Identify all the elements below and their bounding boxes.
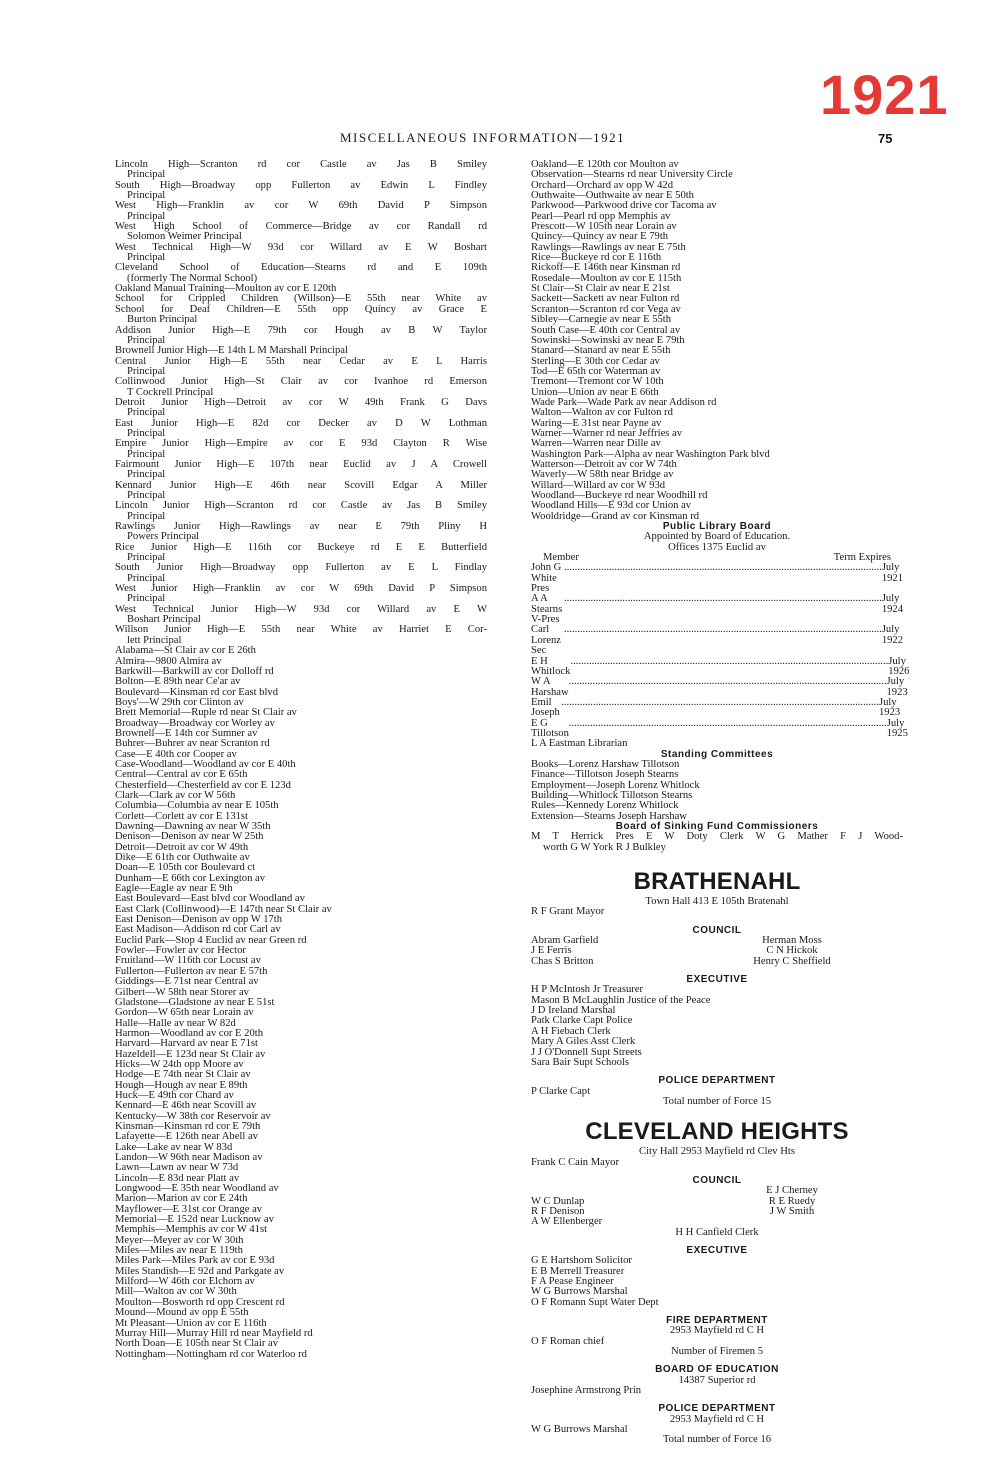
section-heading: EXECUTIVE — [686, 1244, 748, 1256]
executive-entry: F A Pease Engineer — [531, 1276, 614, 1287]
council-member: Chas S Britton — [531, 955, 594, 967]
directory-entry: West High School of Commerce—Bridge av cor Randall rd — [115, 221, 487, 233]
council-member: R E Ruedy — [768, 1195, 816, 1207]
section-heading: COUNCIL — [692, 924, 742, 936]
directory-entry: Longwood—E 35th near Woodland av — [115, 1183, 279, 1195]
leader-dots: ........................................................................................................................ — [564, 562, 882, 574]
directory-entry: Dawning—Dawning av near W 35th — [115, 821, 271, 832]
directory-entry: Warner—Warner rd near Jeffries av — [531, 427, 683, 439]
directory-entry: Stanard—Stanard av near E 55th — [531, 345, 671, 357]
town-hall-address: Town Hall 413 E 105th Bratenahl — [645, 896, 789, 908]
council-list — [531, 936, 903, 967]
leader-dots: ........................................................................................................................ — [561, 696, 879, 708]
directory-entry: Murray Hill—Murray Hill rd near Mayfield rd — [115, 1327, 313, 1339]
directory-entry: East Madison—Addison rd cor Carl av — [115, 924, 281, 936]
directory-entry: School for Deaf Children—E 55th opp Quincy av Grace E — [115, 303, 487, 315]
directory-entry: Lincoln—E 83d near Platt av — [115, 1172, 240, 1184]
librarian: L A Eastman Librarian — [531, 738, 628, 750]
directory-entry: Columbia—Columbia av near E 105th — [115, 800, 279, 812]
directory-entry: (formerly The Normal School) — [127, 272, 258, 284]
directory-entry: Miles—Miles av near E 119th — [115, 1245, 243, 1257]
directory-entry: Lincoln Junior High—Scranton rd cor Castle av Jas B Smiley — [115, 500, 487, 512]
term-expires: July 1922 — [881, 624, 903, 646]
directory-entry: Giddings—E 71st near Central av — [115, 976, 259, 988]
right-column — [531, 159, 910, 1446]
directory-entry: Oakland Manual Training—Moulton av cor E 120th — [115, 283, 337, 295]
municipality-title: CLEVELAND HEIGHTS — [585, 1118, 849, 1146]
directory-entry: Tremont—Tremont cor W 10th — [531, 376, 664, 388]
committee-entry: Extension—Stearns Joseph Harshaw — [531, 810, 687, 822]
executive-list — [531, 985, 903, 1068]
section-heading: POLICE DEPARTMENT — [658, 1075, 776, 1087]
directory-entry: Detroit—Detroit av cor W 49th — [115, 841, 249, 853]
member-row — [531, 625, 903, 656]
directory-entry: Pearl—Pearl rd opp Memphis av — [531, 210, 671, 222]
directory-entry: Halle—Halle av near W 82d — [115, 1017, 236, 1029]
municipality-title: BRATHENAHL — [633, 868, 801, 896]
commissioners-line: worth G W York R J Bulkley — [543, 841, 666, 853]
leader-dots: ........................................................................................................................ — [568, 676, 887, 688]
directory-entry: Wooldridge—Grand av cor Kinsman rd — [531, 510, 700, 522]
directory-entry: Fowler—Fowler av cor Hector — [115, 945, 246, 957]
section-heading: EXECUTIVE — [686, 974, 748, 986]
directory-entry: Dike—E 61th cor Outhwaite av — [115, 852, 250, 864]
directory-entry: West Junior High—Franklin av cor W 69th David P Simpson — [115, 583, 487, 595]
offices-address: Offices 1375 Euclid av — [668, 541, 766, 553]
directory-entry: Rice Junior High—E 116th cor Buckeye rd E E Butterfield — [115, 541, 487, 553]
leader-dots: ........................................................................................................................ — [570, 655, 889, 667]
directory-entry: East Denison—Denison av opp W 17th — [115, 914, 283, 926]
directory-entry: Rawlings—Rawlings av near E 75th — [531, 241, 686, 253]
section-heading: POLICE DEPARTMENT — [658, 1403, 776, 1415]
executive-entry: O F Romann Supt Water Dept — [531, 1296, 659, 1308]
directory-entry: Burton Principal — [127, 314, 198, 326]
directory-entry: Principal — [127, 365, 166, 377]
term-column-label: Term Expires — [833, 552, 891, 564]
police-marshal: W G Burrows Marshal — [531, 1424, 628, 1436]
directory-entry: Waverly—W 58th near Bridge av — [531, 469, 674, 481]
directory-entry: Cleveland School of Education—Stearns rd and E 109th — [115, 262, 487, 274]
directory-entry: Fullerton—Fullerton av near E 57th — [115, 965, 268, 977]
directory-entry: Kinsman—Kinsman rd cor E 79th — [115, 1120, 261, 1132]
education-principal: Josephine Armstrong Prin — [531, 1385, 642, 1397]
council-member: Henry C Sheffield — [753, 955, 831, 967]
directory-entry: Prescott—W 105th near Lorain av — [531, 221, 677, 233]
directory-entry: Harvard—Harvard av near E 71st — [115, 1038, 258, 1050]
directory-entry: Fairmount Junior High—E 107th near Euclid av J A Crowell — [115, 458, 487, 470]
mayor: R F Grant Mayor — [531, 906, 605, 918]
police-captain: P Clarke Capt — [531, 1085, 591, 1097]
directory-entry: Woodland—Buckeye rd near Woodhill rd — [531, 490, 708, 501]
directory-entry: Powers Principal — [127, 531, 200, 543]
leader-dots: ........................................................................................................................ — [564, 624, 882, 636]
directory-entry: Principal — [127, 190, 166, 202]
directory-entry: Denison—Denison av near W 25th — [115, 831, 264, 843]
executive-entry: A H Fiebach Clerk — [531, 1025, 611, 1037]
directory-entry: Bolton—E 89th near Ce'ar av — [115, 676, 241, 688]
directory-entry: Outhwaite—Outhwaite av near E 50th — [531, 190, 694, 202]
city-hall-address: City Hall 2953 Mayfield rd Clev Hts — [639, 1146, 795, 1158]
directory-entry: West Technical High—W 93d cor Willard av E W Boshart — [115, 241, 487, 253]
directory-entry: Willson Junior High—E 55th near White av Harriet E Cor- — [115, 624, 487, 636]
directory-entry: West High—Franklin av cor W 69th David P Simpson — [115, 200, 487, 212]
directory-entry: Hazeldell—E 123d near St Clair av — [115, 1048, 266, 1060]
directory-entry: Brownell Junior High—E 14th L M Marshall Principal — [115, 345, 348, 357]
directory-entry: Rawlings Junior High—Rawlings av near E 79th Pliny H — [115, 521, 487, 533]
committee-entry: Rules—Kennedy Lorenz Whitlock — [531, 800, 679, 812]
directory-entry: Solomon Weimer Principal — [127, 231, 242, 243]
directory-entry: Principal — [127, 448, 166, 460]
directory-entry: Lafayette—E 126th near Abell av — [115, 1131, 258, 1143]
council-row — [531, 936, 903, 946]
executive-entry: Mary A Giles Asst Clerk — [531, 1036, 636, 1048]
directory-entry: Principal — [127, 407, 166, 419]
directory-entry: Gilbert—W 58th near Storer av — [115, 986, 249, 998]
directory-entry: Mayflower—E 31st cor Orange av — [115, 1203, 263, 1215]
directory-entry: South Case—E 40th cor Central av — [531, 324, 681, 336]
fire-chief: O F Roman chief — [531, 1335, 605, 1347]
directory-entry: Eagle—Eagle av near E 9th — [115, 883, 233, 895]
directory-entry: Boshart Principal — [127, 614, 201, 626]
directory-entry: Alabama—St Clair av cor E 26th — [115, 645, 256, 657]
leader-dots: ........................................................................................................................ — [564, 593, 882, 605]
directory-entry: Principal — [127, 427, 166, 439]
directory-entry: Union—Union av near E 66th — [531, 386, 659, 398]
council-row — [531, 957, 903, 967]
directory-entry: Principal — [127, 510, 166, 522]
member-name: John G White Pres — [531, 562, 562, 595]
directory-entry: Memphis—Memphis av cor W 41st — [115, 1224, 268, 1236]
directory-entry: Gladstone—Gladstone av near E 51st — [115, 996, 275, 1008]
committee-entry: Employment—Joseph Lorenz Whitlock — [531, 779, 700, 791]
council-member: R F Denison — [531, 1205, 585, 1217]
directory-entry: Chesterfield—Chesterfield av cor E 123d — [115, 779, 291, 791]
directory-entry: Central Junior High—E 55th near Cedar av E L Harris — [115, 355, 487, 367]
council-member: C N Hickok — [766, 945, 818, 957]
directory-entry: Sterling—E 30th cor Cedar av — [531, 355, 660, 367]
council-row — [531, 1197, 903, 1207]
directory-entry: lett Principal — [127, 634, 182, 646]
directory-entry: Moulton—Bosworth rd opp Crescent rd — [115, 1296, 285, 1308]
executive-entry: H P McIntosh Jr Treasurer — [531, 984, 644, 996]
directory-entry: Lake—Lake av near W 83d — [115, 1141, 233, 1153]
directory-entry: Scranton—Scranton rd cor Vega av — [531, 303, 681, 315]
council-clerk: H H Canfield Clerk — [675, 1226, 759, 1238]
directory-entry: Collinwood Junior High—St Clair av cor Ivanhoe rd Emerson — [115, 376, 487, 388]
directory-entry: Buhrer—Buhrer av near Scranton rd — [115, 738, 270, 750]
bratenahl-section — [531, 867, 903, 1107]
directory-entry: Lincoln High—Scranton rd cor Castle av Jas B Smiley — [115, 159, 487, 170]
council-member: J W Smith — [769, 1205, 815, 1217]
directory-entry: Case—E 40th cor Cooper av — [115, 748, 237, 760]
directory-entry: Quincy—Quincy av near E 79th — [531, 231, 669, 243]
executive-entry: E B Merrell Treasurer — [531, 1265, 625, 1277]
member-row — [531, 563, 903, 594]
member-name: Emil Joseph — [531, 696, 560, 719]
police-force-count: Total number of Force 15 — [662, 1095, 772, 1107]
directory-entry: Almira—9800 Almira av — [115, 655, 222, 667]
directory-entry: Broadway—Broadway cor Worley av — [115, 717, 275, 729]
member-name: E H Whitlock — [531, 655, 571, 677]
directory-entry: Principal — [127, 169, 166, 181]
directory-entry: South High—Broadway opp Fullerton av Edwin L Findley — [115, 179, 487, 191]
directory-entry: Euclid Park—Stop 4 Euclid av near Green rd — [115, 934, 307, 946]
member-name: Carl Lorenz Sec — [531, 624, 561, 657]
year-stamp: 1921 — [820, 63, 949, 126]
committee-list — [531, 760, 903, 822]
school-list-continued — [531, 160, 903, 522]
directory-entry: Huck—E 49th cor Chard av — [115, 1089, 234, 1101]
member-row — [531, 594, 903, 625]
directory-entry: School for Crippled Children (Willson)—E 55th near White av — [115, 293, 487, 305]
council-member: J E Ferris — [531, 945, 572, 957]
executive-entry: W G Burrows Marshal — [531, 1286, 628, 1298]
council-member: Herman Moss — [762, 935, 822, 947]
directory-entry: East Clark (Collinwood)—E 147th near St Clair av — [115, 903, 332, 915]
directory-entry: Mt Pleasant—Union av cor E 116th — [115, 1317, 267, 1329]
directory-entry: Principal — [127, 469, 166, 481]
term-expires: July 1924 — [881, 593, 903, 615]
directory-entry: Kennard—E 46th near Scovill av — [115, 1100, 257, 1112]
member-row — [531, 717, 908, 740]
section-heading: Standing Committees — [660, 748, 774, 760]
directory-entry: Sowinski—Sowinski av near E 79th — [531, 334, 685, 346]
police-address: 2953 Mayfield rd C H — [669, 1413, 765, 1425]
directory-entry: Rice—Buckeye rd cor E 116th — [531, 252, 662, 264]
directory-entry: Boulevard—Kinsman rd cor East blvd — [115, 686, 278, 698]
directory-entry: Observation—Stearns rd near University Circle — [531, 169, 733, 181]
directory-entry: East Boulevard—East blvd cor Woodland av — [115, 893, 305, 905]
directory-entry: Kennard Junior High—E 46th near Scovill Edgar A Miller — [115, 479, 487, 491]
education-address: 14387 Superior rd — [678, 1374, 756, 1386]
member-row — [531, 698, 903, 719]
section-heading: Board of Sinking Fund Commissioners — [615, 821, 819, 832]
directory-entry: Fruitland—W 116th cor Locust av — [115, 955, 261, 967]
council-list — [531, 1186, 903, 1227]
directory-entry: Nottingham—Nottingham rd cor Waterloo rd — [115, 1348, 307, 1360]
commissioners-line: M T Herrick Pres E W Doty Clerk W G Mather F J Wood- — [531, 831, 903, 843]
executive-entry: Sara Bair Supt Schools — [531, 1056, 629, 1068]
directory-entry: Clark—Clark av cor W 56th — [115, 789, 236, 801]
directory-entry: Memorial—E 152d near Lucknow av — [115, 1214, 274, 1226]
section-heading: FIRE DEPARTMENT — [666, 1315, 768, 1327]
directory-entry: East Junior High—E 82d cor Decker av D W Lothman — [115, 417, 487, 429]
executive-list — [531, 1256, 903, 1308]
term-expires: July 1923 — [878, 696, 901, 719]
term-expires: July 1926 — [888, 655, 910, 677]
executive-entry: Patk Clarke Capt Police — [531, 1015, 633, 1027]
council-member: Abram Garfield — [531, 935, 599, 947]
directory-entry: Principal — [127, 593, 166, 605]
directory-entry: Waring—E 31st near Payne av — [531, 417, 662, 429]
public-library-board — [531, 521, 910, 853]
directory-entry: Lawn—Lawn av near W 73d — [115, 1162, 239, 1174]
running-head: MISCELLANEOUS INFORMATION—1921 — [340, 130, 626, 145]
executive-entry: G E Hartshorn Solicitor — [531, 1255, 632, 1267]
directory-entry: Tod—E 65th cor Waterman av — [531, 365, 661, 377]
fire-address: 2953 Mayfield rd C H — [669, 1325, 765, 1337]
directory-entry: Rickoff—E 146th near Kinsman rd — [531, 262, 681, 274]
directory-entry: Doan—E 105th cor Boulevard ct — [115, 862, 256, 874]
council-row — [531, 1186, 903, 1196]
directory-entry: Boys'—W 29th cor Clinton av — [115, 696, 244, 708]
directory-entry: Mill—Walton av cor W 30th — [115, 1286, 237, 1298]
directory-entry: West Technical Junior High—W 93d cor Willard av E W — [115, 603, 487, 615]
section-heading: BOARD OF EDUCATION — [655, 1364, 779, 1376]
left-column — [115, 160, 487, 1360]
directory-entry: Principal — [127, 490, 166, 501]
firemen-count: Number of Firemen 5 — [670, 1346, 764, 1358]
council-member: E J Cherney — [766, 1185, 818, 1197]
directory-entry: Brett Memorial—Ruple rd near St Clair av — [115, 707, 297, 719]
member-name: E G Tillotson — [531, 717, 569, 739]
police-force-count: Total number of Force 16 — [662, 1434, 772, 1446]
section-heading: COUNCIL — [692, 1174, 742, 1186]
committee-entry: Building—Whitlock Tillotson Stearns — [531, 789, 693, 801]
directory-entry: Empire Junior High—Empire av cor E 93d Clayton R Wise — [115, 438, 487, 450]
executive-entry: J D Ireland Marshal — [531, 1005, 616, 1017]
directory-entry: Principal — [127, 210, 166, 222]
directory-entry: Hough—Hough av near E 89th — [115, 1079, 248, 1091]
leader-dots: ........................................................................................................................ — [568, 717, 887, 729]
directory-entry: Warren—Warren near Dille av — [531, 438, 661, 450]
member-name: W A Harshaw — [531, 676, 569, 698]
directory-entry: Walton—Walton av cor Fulton rd — [531, 407, 673, 419]
executive-entry: J J O'Donnell Supt Streets — [531, 1046, 642, 1058]
directory-entry: Kentucky—W 38th cor Reservoir av — [115, 1110, 271, 1122]
term-expires: July 1923 — [886, 676, 908, 698]
directory-entry: Parkwood—Parkwood drive cor Tacoma av — [531, 200, 717, 212]
committee-entry: Books—Lorenz Harshaw Tillotson — [531, 758, 680, 770]
mayor: Frank C Cain Mayor — [531, 1156, 619, 1168]
directory-entry: Landon—W 96th near Madison av — [115, 1152, 263, 1163]
council-member: A W Ellenberger — [531, 1216, 603, 1228]
directory-entry: Orchard—Orchard av opp W 42d — [531, 179, 673, 191]
directory-entry: Brownell—E 14th cor Sumner av — [115, 727, 258, 739]
member-table — [531, 562, 910, 739]
directory-entry: Case-Woodland—Woodland av cor E 40th — [115, 758, 296, 770]
directory-entry: Oakland—E 120th cor Moulton av — [531, 159, 679, 170]
council-member: W C Dunlap — [531, 1195, 585, 1207]
directory-entry: Meyer—Meyer av cor W 30th — [115, 1234, 244, 1246]
term-expires: July 1925 — [886, 717, 908, 739]
member-row — [531, 676, 908, 698]
directory-entry: Detroit Junior High—Detroit av cor W 49th Frank G Davs — [115, 396, 487, 408]
directory-entry: Woodland Hills—E 93d cor Union av — [531, 500, 692, 512]
directory-entry: St Clair—St Clair av near E 21st — [531, 283, 670, 295]
member-column-label: Member — [543, 552, 579, 564]
executive-entry: Mason B McLaughlin Justice of the Peace — [531, 994, 711, 1006]
directory-entry: Principal — [127, 552, 166, 564]
member-name: A A Stearns V-Pres — [531, 593, 563, 626]
directory-entry: Watterson—Detroit av cor W 74th — [531, 458, 677, 470]
cleveland-heights-section — [531, 1117, 903, 1446]
directory-entry: Sibley—Carnegie av near E 55th — [531, 314, 672, 326]
section-heading: Public Library Board — [662, 521, 772, 533]
directory-entry: Harmon—Woodland av cor E 20th — [115, 1027, 264, 1039]
member-row — [531, 655, 910, 678]
directory-entry: Miles Park—Miles Park av cor E 93d — [115, 1255, 275, 1267]
directory-entry: Hicks—W 24th opp Moore av — [115, 1058, 244, 1070]
directory-entry: Hodge—E 74th near St Clair av — [115, 1069, 251, 1081]
directory-entry: South Junior High—Broadway opp Fullerton av E L Findlay — [115, 562, 487, 574]
directory-entry: Gordon—W 65th near Lorain av — [115, 1007, 254, 1019]
directory-entry: Principal — [127, 252, 166, 264]
page-number: 75 — [878, 131, 893, 146]
directory-entry: Miles Standish—E 92d and Parkgate av — [115, 1265, 285, 1277]
directory-entry: Principal — [127, 334, 166, 346]
directory-entry: North Doan—E 105th near St Clair av — [115, 1338, 278, 1350]
directory-entry: Wade Park—Wade Park av near Addison rd — [531, 396, 717, 408]
directory-entry: Addison Junior High—E 79th cor Hough av B W Taylor — [115, 324, 487, 336]
directory-entry: Rosedale—Moulton av cor E 115th — [531, 272, 682, 284]
directory-entry: Marion—Marion av cor E 24th — [115, 1193, 248, 1205]
directory-entry: Central—Central av cor E 65th — [115, 769, 248, 781]
directory-entry: Sackett—Sackett av near Fulton rd — [531, 293, 680, 305]
committee-entry: Finance—Tillotson Joseph Stearns — [531, 769, 679, 781]
directory-entry: Washington Park—Alpha av near Washington Park blvd — [531, 448, 770, 460]
directory-entry: Barkwill—Barkwill av cor Dolloff rd — [115, 665, 274, 677]
directory-entry: Willard—Willard av cor W 93d — [531, 479, 666, 491]
directory-entry: Mound—Mound av opp E 55th — [115, 1307, 249, 1319]
directory-entry: T Cockrell Principal — [127, 386, 214, 398]
directory-entry: Milford—W 46th cor Elchorn av — [115, 1276, 255, 1288]
directory-entry: Principal — [127, 572, 166, 584]
appointment-note: Appointed by Board of Education. — [643, 531, 791, 543]
directory-entry: Dunham—E 66th cor Lexington av — [115, 872, 266, 884]
directory-entry: Corlett—Corlett av cor E 131st — [115, 810, 248, 822]
term-expires: July 1921 — [881, 562, 903, 584]
